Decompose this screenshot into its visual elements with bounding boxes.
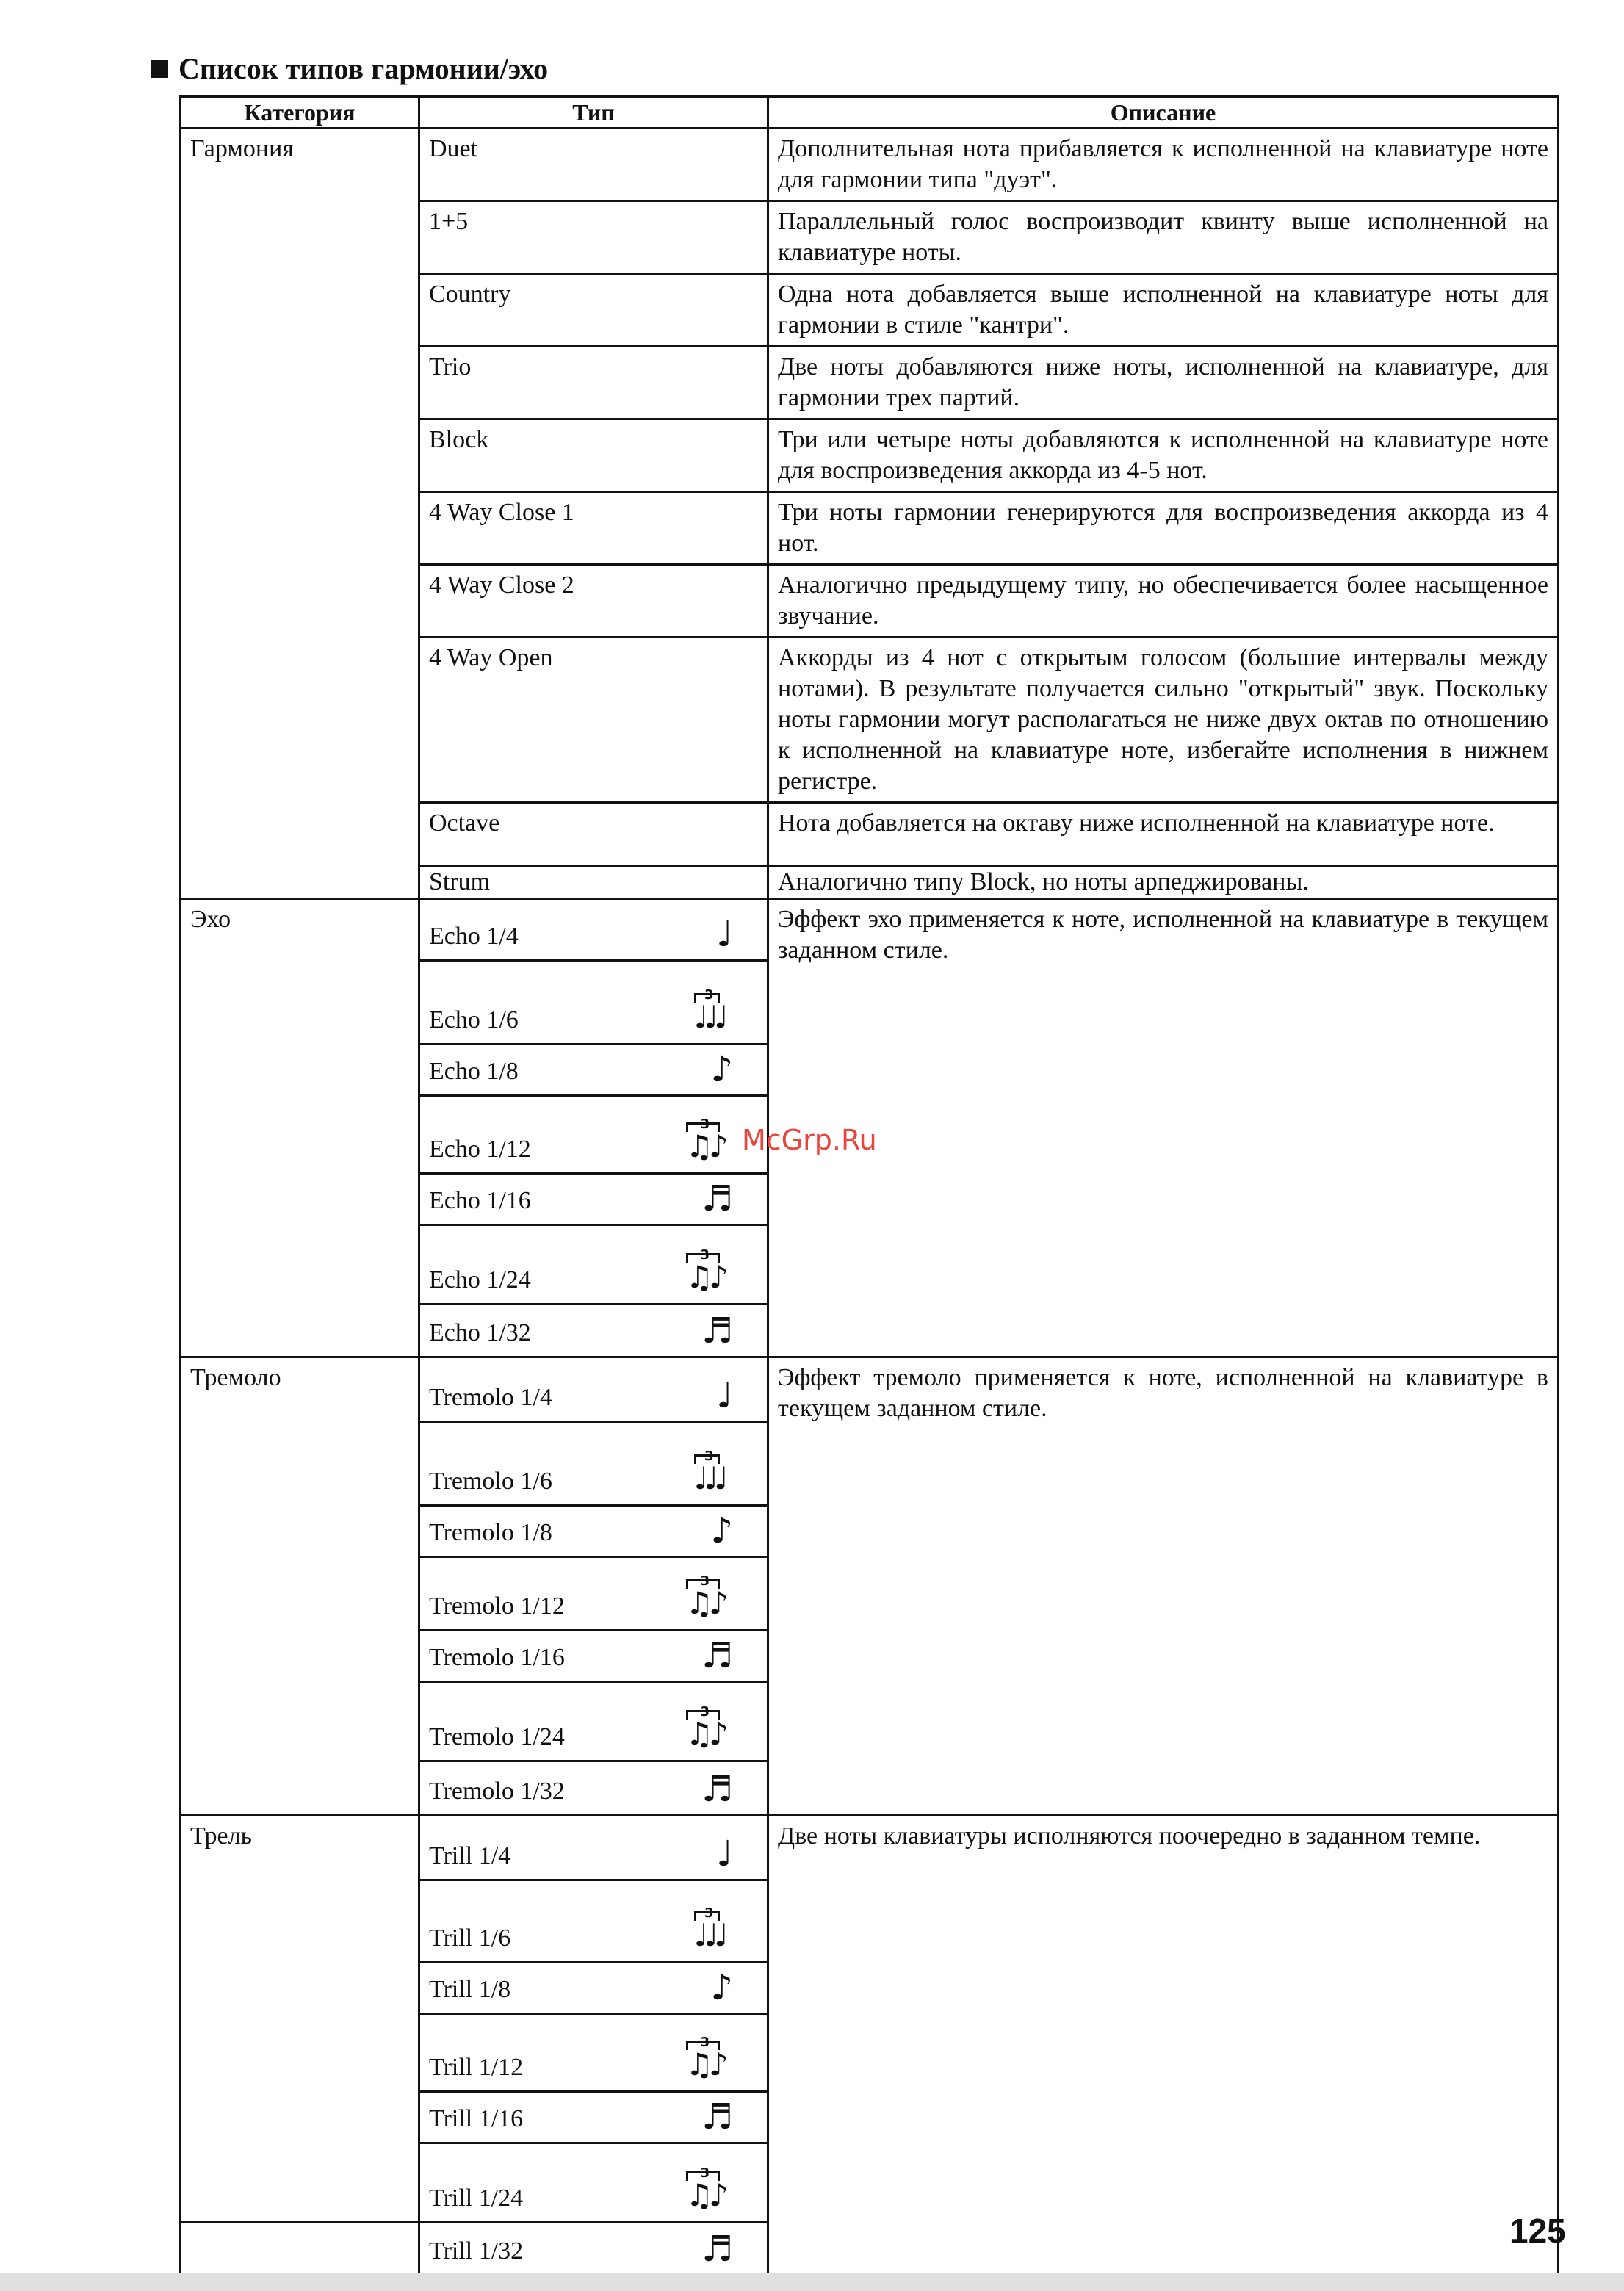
type-label: Trill 1/6 xyxy=(429,1924,511,1952)
type-cell xyxy=(419,961,768,1045)
type-cell xyxy=(419,1816,768,1880)
type-cell xyxy=(419,1422,768,1506)
column-header-type: Тип xyxy=(419,97,768,129)
type-cell xyxy=(419,1682,768,1761)
type-cell: Duet xyxy=(419,129,768,201)
type-cell xyxy=(419,1174,768,1225)
type-cell xyxy=(419,2092,768,2143)
description-cell: Две ноты клавиатуры исполняются поочередно в заданном темпе. xyxy=(768,1816,1559,2276)
type-cell: 4 Way Open xyxy=(419,638,768,803)
type-label: Echo 1/4 xyxy=(429,923,519,950)
eighth-triplet-icon: 3 ♫♪ xyxy=(685,2035,724,2082)
quarter-note-icon: ♩ xyxy=(716,914,733,955)
category-harmony: Гармония xyxy=(181,129,419,899)
type-label: Echo 1/6 xyxy=(429,1006,519,1033)
sixteenth-note-icon: ♬ xyxy=(701,2096,733,2137)
sixteenth-note-icon: ♬ xyxy=(701,1178,733,1219)
type-label: Tremolo 1/4 xyxy=(429,1384,552,1411)
eighth-note-icon: ♪ xyxy=(710,1967,733,2008)
type-cell: 4 Way Close 2 xyxy=(419,565,768,638)
description-cell: Две ноты добавляются ниже ноты, исполненной на клавиатуре, для гармонии трех партий. xyxy=(768,347,1559,419)
type-label: Echo 1/24 xyxy=(429,1266,531,1294)
table-row xyxy=(181,1357,1559,1422)
type-label: Tremolo 1/24 xyxy=(429,1723,565,1750)
type-cell xyxy=(419,2143,768,2223)
table-row xyxy=(181,899,1559,961)
type-label: Trill 1/24 xyxy=(429,2184,524,2212)
type-label: Tremolo 1/6 xyxy=(429,1468,552,1495)
type-label: Trill 1/16 xyxy=(429,2105,524,2132)
type-cell: 4 Way Close 1 xyxy=(419,492,768,565)
type-label: Echo 1/32 xyxy=(429,1319,531,1346)
type-cell xyxy=(419,2014,768,2092)
type-cell: Trio xyxy=(419,347,768,419)
type-cell: Block xyxy=(419,419,768,492)
page-bottom-edge xyxy=(0,2273,1624,2291)
quarter-triplet-icon: 3 ♩♩♩ xyxy=(693,1448,724,1496)
description-cell: Три ноты гармонии генерируются для воспроизведения аккорда из 4 нот. xyxy=(768,492,1559,565)
type-cell: Octave xyxy=(419,803,768,866)
eighth-triplet-icon: 3 ♫♪ xyxy=(685,1573,724,1621)
description-cell: Эффект эхо применяется к ноте, исполненной на клавиатуре в текущем заданном стиле. xyxy=(768,899,1559,1357)
description-cell: Эффект тремоло применяется к ноте, исполненной на клавиатуре в текущем заданном стиле. xyxy=(768,1357,1559,1816)
type-cell xyxy=(419,1357,768,1422)
heading-text: Список типов гармонии/эхо xyxy=(178,52,549,85)
column-header-description: Описание xyxy=(768,97,1559,129)
description-cell: Дополнительная нота прибавляется к исполненной на клавиатуре ноте для гармонии типа "дуэт". xyxy=(768,129,1559,201)
eighth-triplet-icon: 3 ♫♪ xyxy=(685,1116,724,1164)
description-cell: Три или четыре ноты добавляются к исполненной на клавиатуре ноте для воспроизведения аккорда из 4-5 нот. xyxy=(768,419,1559,492)
type-label: Trill 1/32 xyxy=(429,2237,524,2265)
table-header-row xyxy=(181,97,1559,129)
eighth-note-icon: ♪ xyxy=(710,1510,733,1551)
description-cell: Нота добавляется на октаву ниже исполненной на клавиатуре ноте. xyxy=(768,803,1559,866)
type-label: Trill 1/12 xyxy=(429,2054,524,2081)
type-label: Tremolo 1/16 xyxy=(429,1644,565,1671)
thirty-second-note-icon: ♬ xyxy=(701,1310,733,1352)
quarter-triplet-icon: 3 ♩♩♩ xyxy=(693,987,724,1035)
description-cell: Параллельный голос воспроизводит квинту выше исполненной на клавиатуре ноты. xyxy=(768,201,1559,274)
harmony-types-table xyxy=(179,95,1559,2276)
type-cell xyxy=(419,1045,768,1096)
category-tremolo: Тремоло xyxy=(181,1357,419,1816)
sixteenth-note-icon: ♬ xyxy=(701,1635,733,1676)
square-bullet-icon xyxy=(151,60,168,78)
type-label: Tremolo 1/8 xyxy=(429,1519,552,1546)
type-cell xyxy=(419,1880,768,1963)
type-cell xyxy=(419,1225,768,1305)
type-label: Tremolo 1/12 xyxy=(429,1592,565,1620)
type-cell xyxy=(419,1305,768,1357)
table-row xyxy=(181,1816,1559,1880)
sixteenth-triplet-icon: 3 ♫♪ xyxy=(685,1704,724,1752)
quarter-note-icon: ♩ xyxy=(716,1375,733,1416)
type-cell xyxy=(419,899,768,961)
quarter-triplet-icon: 3 ♩♩♩ xyxy=(693,1905,724,1953)
sixteenth-triplet-icon: 3 ♫♪ xyxy=(685,2165,724,2213)
thirty-second-note-icon: ♬ xyxy=(701,2229,733,2270)
type-cell xyxy=(419,1631,768,1682)
column-header-category: Категория xyxy=(181,97,419,129)
type-label: Echo 1/8 xyxy=(429,1058,519,1085)
type-cell xyxy=(419,1963,768,2014)
description-cell: Аналогично предыдущему типу, но обеспечивается более насыщенное звучание. xyxy=(768,565,1559,638)
sixteenth-triplet-icon: 3 ♫♪ xyxy=(685,1247,724,1295)
type-cell xyxy=(419,1096,768,1174)
description-cell: Аналогично типу Block, но ноты арпеджированы. xyxy=(768,866,1559,899)
type-cell: Country xyxy=(419,274,768,347)
description-cell: Аккорды из 4 нот с открытым голосом (большие интервалы между нотами). В результате получается сильно "открытый" звук. Поскольку ноты гармонии могут располагаться не ниже двух октав по отношению к исполненной на клавиатуре ноте, избегайте исполнения в нижнем регистре. xyxy=(768,638,1559,803)
type-cell: 1+5 xyxy=(419,201,768,274)
type-cell xyxy=(419,1761,768,1816)
watermark: McGrp.Ru xyxy=(742,1124,877,1156)
category-echo: Эхо xyxy=(181,899,419,1357)
description-cell: Одна нота добавляется выше исполненной на клавиатуре ноты для гармонии в стиле "кантри". xyxy=(768,274,1559,347)
thirty-second-note-icon: ♬ xyxy=(701,1769,733,1810)
type-cell xyxy=(419,1506,768,1557)
quarter-note-icon: ♩ xyxy=(716,1833,733,1875)
type-label: Tremolo 1/32 xyxy=(429,1778,565,1805)
type-cell xyxy=(419,2223,768,2276)
category-trill: Трель xyxy=(181,1816,419,2223)
category-trill-continued xyxy=(181,2223,419,2276)
table-row xyxy=(181,129,1559,201)
section-heading xyxy=(151,51,548,86)
type-label: Echo 1/16 xyxy=(429,1187,531,1214)
page-number: 125 xyxy=(1509,2212,1566,2250)
type-label: Trill 1/4 xyxy=(429,1842,511,1869)
type-cell: Strum xyxy=(419,866,768,899)
type-cell xyxy=(419,1557,768,1631)
eighth-note-icon: ♪ xyxy=(710,1049,733,1090)
type-label: Echo 1/12 xyxy=(429,1136,531,1163)
type-label: Trill 1/8 xyxy=(429,1976,511,2003)
